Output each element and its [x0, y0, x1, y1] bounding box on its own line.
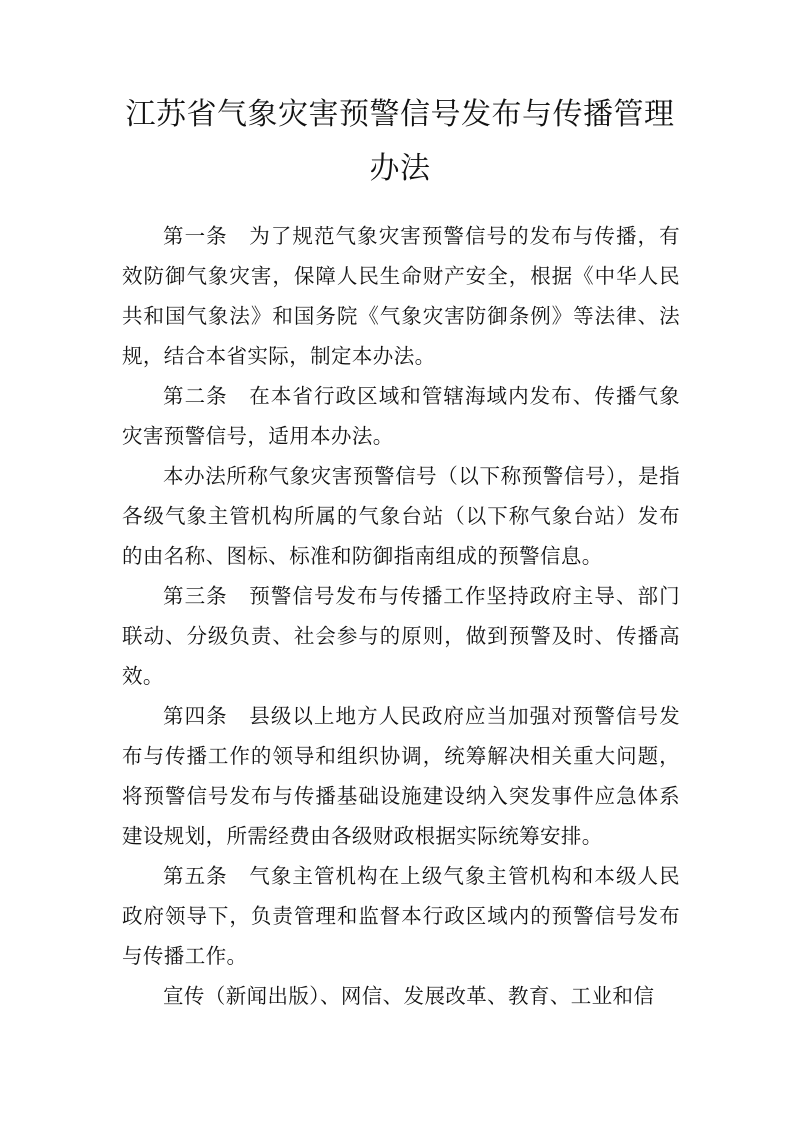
document-title: 江苏省气象灾害预警信号发布与传播管理办法 — [125, 97, 675, 186]
paragraph-article-4: 第四条 县级以上地方人民政府应当加强对预警信号发布与传播工作的领导和组织协调，统筹解决相关重大问题，将预警信号发布与传播基础设施建设纳入突发事件应急体系建设规划，所需经费由各级财政根据实际统筹安排。 — [122, 704, 680, 848]
paragraph-departments: 宣传（新闻出版）、网信、发展改革、教育、工业和信 — [163, 984, 655, 1008]
paragraph-article-5: 第五条 气象主管机构在上级气象主管机构和本级人民政府领导下，负责管理和监督本行政区域内的预警信号发布与传播工作。 — [122, 864, 680, 968]
paragraph-article-1: 第一条 为了规范气象灾害预警信号的发布与传播，有效防御气象灾害，保障人民生命财产安全，根据《中华人民共和国气象法》和国务院《气象灾害防御条例》等法律、法规，结合本省实际，制定本办法。 — [122, 224, 680, 368]
paragraph-definition: 本办法所称气象灾害预警信号（以下称预警信号），是指各级气象主管机构所属的气象台站（以下称气象台站）发布的由名称、图标、标准和防御指南组成的预警信息。 — [122, 464, 680, 568]
paragraph-article-2: 第二条 在本省行政区域和管辖海域内发布、传播气象灾害预警信号，适用本办法。 — [122, 384, 680, 448]
document-body — [122, 216, 680, 1016]
paragraph-article-3: 第三条 预警信号发布与传播工作坚持政府主导、部门联动、分级负责、社会参与的原则，做到预警及时、传播高效。 — [122, 584, 680, 688]
